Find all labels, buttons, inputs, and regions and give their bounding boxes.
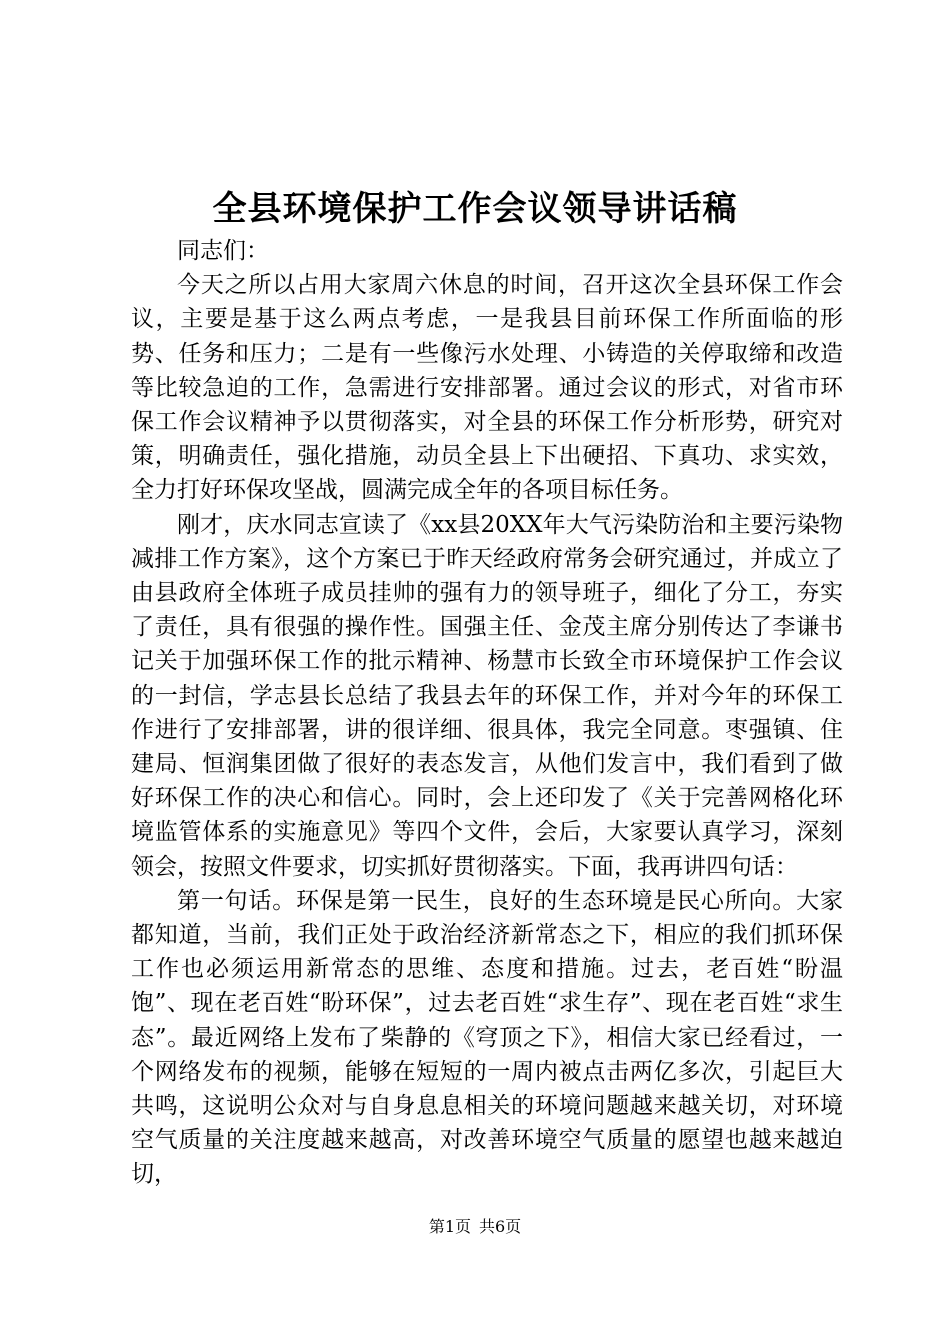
page-count: 共6页 (479, 1217, 522, 1236)
document-body (131, 234, 843, 1192)
paragraph: 第一句话。环保是第一民生，良好的生态环境是民心所向。大家都知道，当前，我们正处于政治经济新常态之下，相应的我们抓环保工作也必须运用新常态的思维、态度和措施。过去，老百姓“盼温饱”、现在老百姓“盼环保”，过去老百姓“求生存”、现在老百姓“求生态”。最近网络上发布了柴静的《穹顶之下》，相信大家已经看过，一个网络发布的视频，能够在短短的一周内被点击两亿多次，引起巨大共鸣，这说明公众对与自身息息相关的环境问题越来越关切，对环境空气质量的关注度越来越高，对改善环境空气质量的愿望也越来越迫切， (131, 887, 843, 1188)
page-number: 第1页 (428, 1217, 471, 1236)
salutation: 同志们： (177, 238, 269, 264)
document-title: 全县环境保护工作会议领导讲话稿 (212, 189, 738, 229)
page-footer (0, 1216, 950, 1238)
paragraph: 今天之所以占用大家周六休息的时间，召开这次全县环保工作会议，主要是基于这么两点考虑，一是我县目前环保工作所面临的形势、任务和压力；二是有一些像污水处理、小铸造的关停取缔和改造等比较急迫的工作，急需进行安排部署。通过会议的形式，对省市环保工作会议精神予以贯彻落实，对全县的环保工作分析形势，研究对策，明确责任，强化措施，动员全县上下出硬招、下真功、求实效，全力打好环保攻坚战，圆满完成全年的各项目标任务。 (131, 272, 843, 504)
paragraph: 刚才，庆水同志宣读了《xx县20XX年大气污染防治和主要污染物减排工作方案》，这个方案已于昨天经政府常务会研究通过，并成立了由县政府全体班子成员挂帅的强有力的领导班子，细化了分工，夯实了责任，具有很强的操作性。国强主任、金茂主席分别传达了李谦书记关于加强环保工作的批示精神、杨慧市长致全市环境保护工作会议的一封信，学志县长总结了我县去年的环保工作，并对今年的环保工作进行了安排部署，讲的很详细、很具体，我完全同意。枣强镇、住建局、恒润集团做了很好的表态发言，从他们发言中，我们看到了做好环保工作的决心和信心。同时，会上还印发了《关于完善网格化环境监管体系的实施意见》等四个文件，会后，大家要认真学习，深刻领会，按照文件要求，切实抓好贯彻落实。下面，我再讲四句话： (131, 511, 843, 880)
